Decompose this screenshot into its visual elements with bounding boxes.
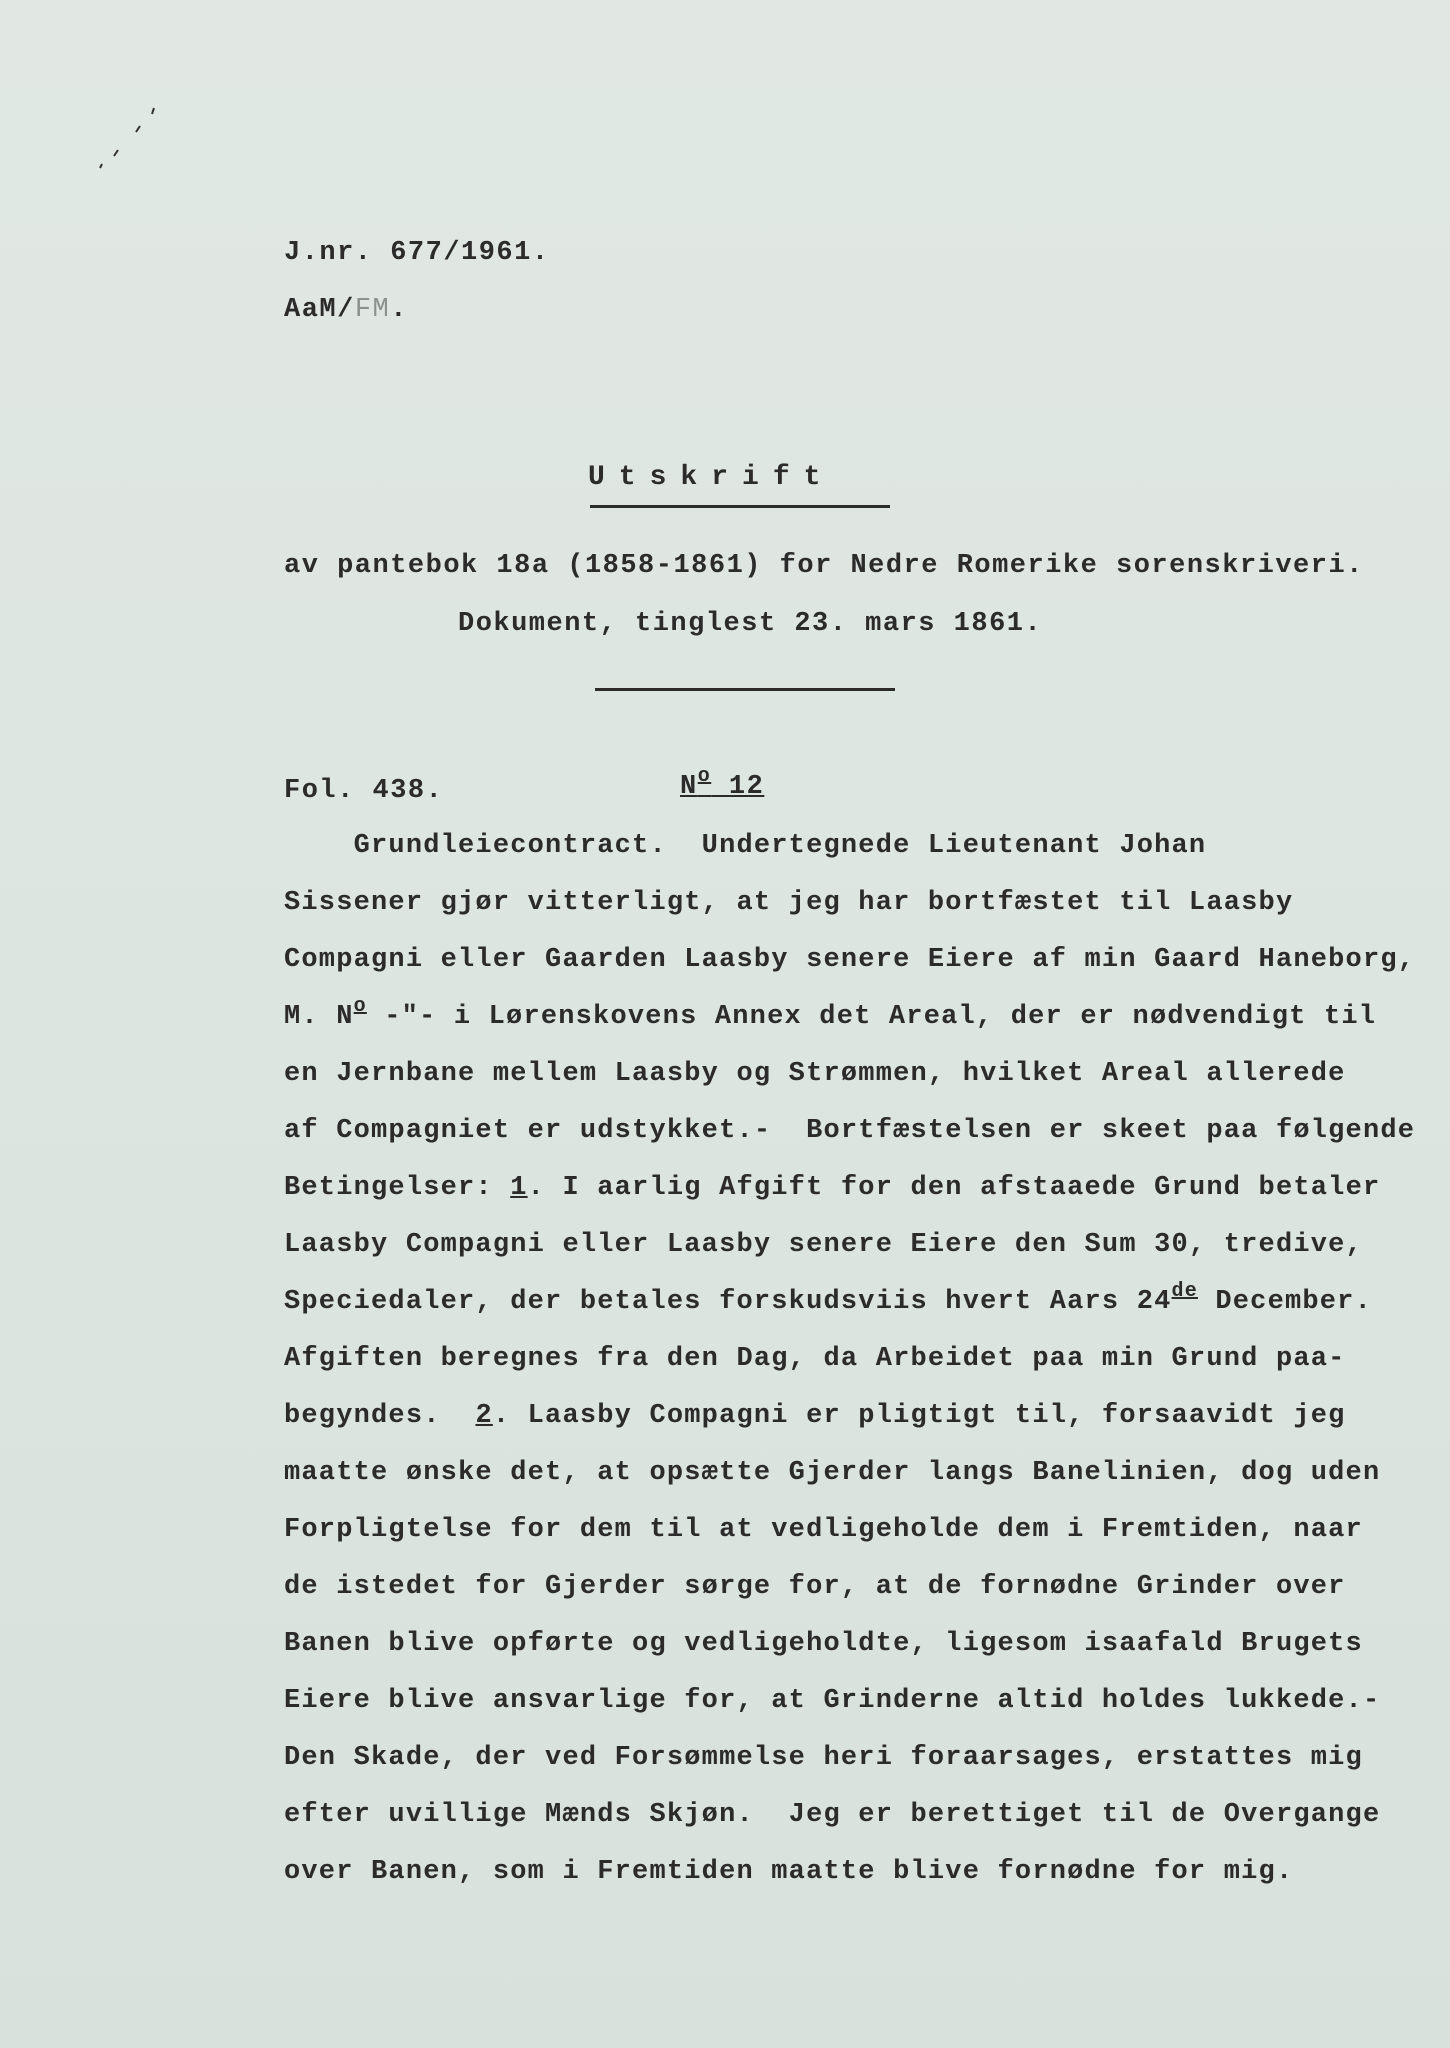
text-line-16: Eiere blive ansvarlige for, at Grinderne altid holdes lukkede.- xyxy=(284,1686,1381,1716)
text-line-8: Laasby Compagni eller Laasby senere Eiere den Sum 30, tredive, xyxy=(284,1230,1363,1260)
text-line-9: Speciedaler, der betales forskudsviis hvert Aars 24de December. xyxy=(284,1280,1372,1317)
initials-b: FM xyxy=(354,295,391,325)
text-line-15: Banen blive opførte og vedligeholdte, ligesom isaafald Brugets xyxy=(284,1629,1363,1659)
initials xyxy=(284,295,408,325)
text-line-7: Betingelser: 1. I aarlig Afgift for den afstaaede Grund betaler xyxy=(284,1173,1381,1203)
title-underline xyxy=(590,505,890,508)
folio-number: Fol. 438. xyxy=(284,776,444,806)
text-line-10: Afgiften beregnes fra den Dag, da Arbeidet paa min Grund paa- xyxy=(284,1344,1346,1374)
text-line-19: over Banen, som i Fremtiden maatte blive fornødne for mig. xyxy=(284,1857,1294,1887)
text-line-1: Grundleiecontract. Undertegnede Lieutenant Johan xyxy=(284,831,1207,861)
text-line-11: begyndes. 2. Laasby Compagni er pligtigt til, forsaavidt jeg xyxy=(284,1401,1346,1431)
document-number: $N^o$ 12 xyxy=(680,765,765,802)
text-line-17: Den Skade, der ved Forsømmelse heri foraarsages, erstattes mig xyxy=(284,1743,1363,1773)
text-line-4: M. $N^o$ -"- i Lørenskovens Annex det Areal, der er nødvendigt til xyxy=(284,995,1377,1032)
section-divider xyxy=(595,688,895,691)
edge-marks xyxy=(96,104,166,174)
journal-number: J.nr. 677/1961. xyxy=(284,238,550,268)
text-line-3: Compagni eller Gaarden Laasby senere Eiere af min Gaard Haneborg, xyxy=(284,945,1416,975)
page-title: Utskrift xyxy=(588,462,835,493)
text-line-5: en Jernbane mellem Laasby og Strømmen, hvilket Areal allerede xyxy=(284,1059,1346,1089)
text-line-13: Forpligtelse for dem til at vedligeholde dem i Fremtiden, naar xyxy=(284,1515,1363,1545)
initials-end: . xyxy=(390,295,408,325)
subtitle-line-1: av pantebok 18a (1858-1861) for Nedre Romerike sorenskriveri. xyxy=(284,551,1364,581)
text-line-2: Sissener gjør vitterligt, at jeg har bortfæstet til Laasby xyxy=(284,888,1294,918)
subtitle-line-2: Dokument, tinglest 23. mars 1861. xyxy=(458,609,1043,639)
initials-a: AaM/ xyxy=(284,295,355,325)
text-line-12: maatte ønske det, at opsætte Gjerder langs Banelinien, dog uden xyxy=(284,1458,1381,1488)
text-line-6: af Compagniet er udstykket.- Bortfæstelsen er skeet paa følgende xyxy=(284,1116,1416,1146)
text-line-14: de istedet for Gjerder sørge for, at de fornødne Grinder over xyxy=(284,1572,1346,1602)
text-line-18: efter uvillige Mænds Skjøn. Jeg er berettiget til de Overgange xyxy=(284,1800,1381,1830)
